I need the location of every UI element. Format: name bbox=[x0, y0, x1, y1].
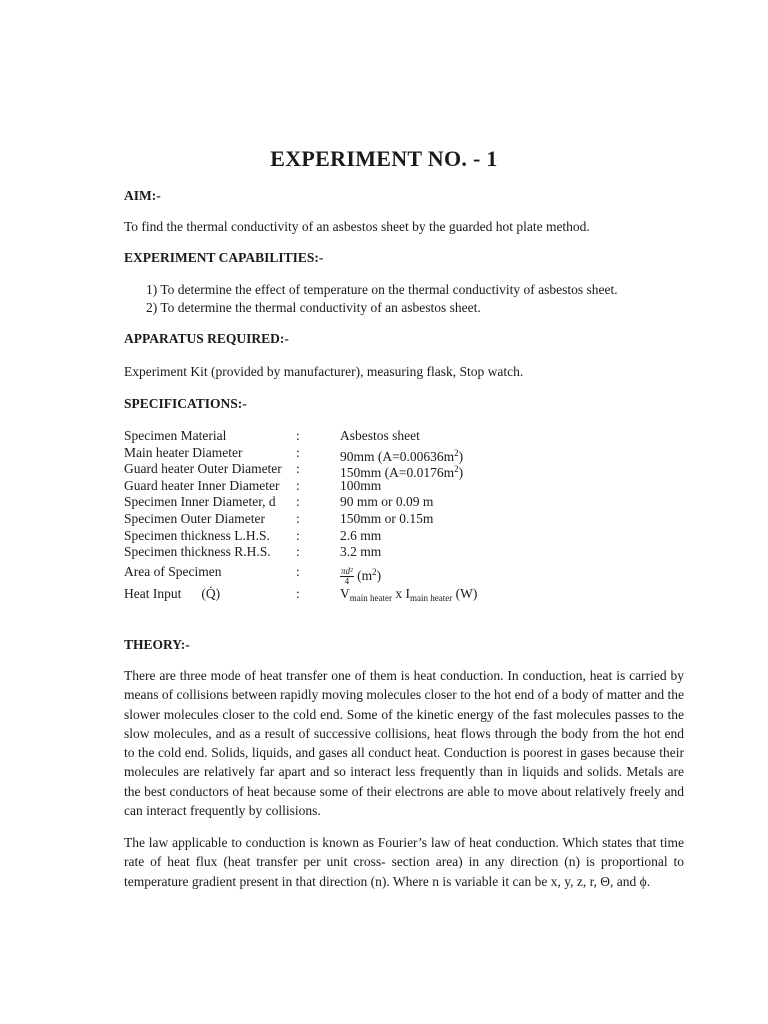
aim-heading: AIM:- bbox=[124, 188, 161, 203]
spec-separator: : bbox=[296, 461, 300, 477]
spec-label: Specimen Material bbox=[124, 428, 227, 443]
heat-formula: $V_{main heater}$ x $I_{main heater}$ (W) bbox=[340, 585, 478, 603]
spec-value: Asbestos sheet bbox=[340, 428, 420, 443]
theory-paragraph-2: The law applicable to conduction is known as Fourier’s law of heat conduction. Which states that time rate of heat flux (heat transfer per unit cross- section area) in any direction (n) is proportional to temperature gradient present in that direction (n). Where n is variable it can be x, y, z, r, Θ, and ϕ. bbox=[124, 835, 684, 889]
aim-text: To find the thermal conductivity of an asbestos sheet by the guarded hot plate method. bbox=[124, 219, 590, 234]
spec-label: Main heater Diameter bbox=[124, 444, 243, 460]
spec-value: 150mm $(A=0.0176m^2)$ bbox=[340, 464, 464, 481]
spec-label: Area of Specimen bbox=[124, 563, 222, 579]
spec-separator: : bbox=[296, 428, 300, 443]
spec-separator: : bbox=[296, 585, 300, 601]
area-fraction: $\frac{\text{πd²}}{4}$ bbox=[341, 566, 353, 587]
spec-value: 2.6 mm bbox=[340, 527, 382, 543]
theory-heading: THEORY:- bbox=[124, 637, 190, 652]
spec-value: 90 mm or 0.09 m bbox=[340, 494, 434, 510]
capabilities-heading: EXPERIMENT CAPABILITIES:- bbox=[124, 250, 324, 265]
spec-label: Heat Input (Q̇) bbox=[124, 585, 221, 601]
spec-separator: : bbox=[296, 527, 300, 543]
apparatus-text: Experiment Kit (provided by manufacturer), measuring flask, Stop watch. bbox=[124, 364, 524, 379]
spec-value: 90mm $(A=0.00636m^2)$ bbox=[340, 447, 464, 464]
specifications-heading: SPECIFICATIONS:- bbox=[124, 396, 247, 411]
list-item: 2) To determine the thermal conductivity of an asbestos sheet. bbox=[146, 300, 481, 315]
spec-value: 150mm or 0.15m bbox=[340, 510, 434, 526]
theory-paragraph-1: There are three mode of heat transfer one of them is heat conduction. In conduction, heat is carried by means of collisions between rapidly moving molecules closer to the hot end of a body of matter and the slower molecules closer to the cold end. Some of the kinetic energy of the fast molecules passes to the slow molecules, and as a result of successive collisions, heat flows through the body from the hot end to the cold end. Solids, liquids, and gases all conduct heat. Conduction is poorest in gases because their molecules are relatively far apart and so interact less frequently than in liquids and solids. Metals are the best conductors of heat because some of their electrons are able to move about relatively freely and can interact frequently by collisions. bbox=[124, 668, 684, 819]
spec-separator: : bbox=[296, 444, 300, 460]
capabilities-list bbox=[146, 281, 618, 317]
page-title: EXPERIMENT NO. - 1 bbox=[270, 146, 498, 171]
spec-label: Specimen Outer Diameter bbox=[124, 510, 265, 526]
spec-label: Guard heater Inner Diameter bbox=[124, 477, 280, 493]
spec-label: Guard heater Outer Diameter bbox=[124, 461, 282, 477]
spec-separator: : bbox=[296, 477, 300, 493]
spec-label: Specimen thickness L.H.S. bbox=[124, 527, 270, 543]
spec-label: Specimen Inner Diameter, d bbox=[124, 494, 276, 510]
apparatus-heading: APPARATUS REQUIRED:- bbox=[124, 331, 289, 346]
spec-separator: : bbox=[296, 544, 300, 560]
area-formula: $\frac{\text{πd²}}{4}$ $(m^2)$ bbox=[341, 566, 382, 587]
spec-label: Specimen thickness R.H.S. bbox=[124, 544, 271, 560]
spec-value: 100mm bbox=[340, 477, 382, 493]
spec-separator: : bbox=[296, 494, 300, 510]
spec-separator: : bbox=[296, 510, 300, 526]
spec-separator: : bbox=[296, 563, 300, 579]
list-item: 1) To determine the effect of temperature on the thermal conductivity of asbestos sheet. bbox=[146, 282, 618, 297]
spec-value: 3.2 mm bbox=[340, 544, 382, 560]
